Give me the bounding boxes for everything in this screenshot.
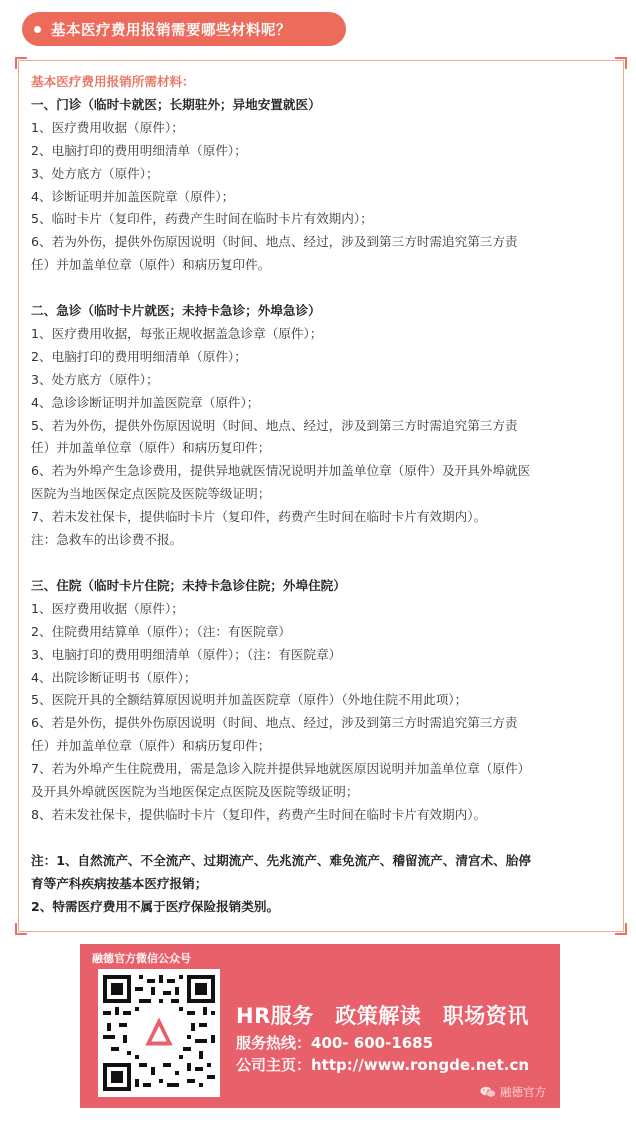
header-pill xyxy=(22,12,346,46)
bullet-dot-icon xyxy=(34,26,41,33)
corner-bracket-icon xyxy=(15,57,27,69)
page-title: 基本医疗费用报销需要哪些材料呢？ xyxy=(51,22,291,39)
list-item: 1、医疗费用收据（原件）； xyxy=(31,119,184,135)
list-item: 及开具外埠就医医院为当地医保定点医院及医院等级证明； xyxy=(31,784,359,800)
list-item: 2、电脑打印的费用明细清单（原件）； xyxy=(31,348,247,364)
promo-banner xyxy=(80,944,560,1108)
list-item: 3、处方底方（原件）； xyxy=(31,371,159,387)
section-heading-emergency: 二、急诊（临时卡片就医；未持卡急诊；外埠急诊） xyxy=(31,303,321,319)
corner-bracket-icon xyxy=(15,923,27,935)
website-text: 公司主页：http://www.rongde.net.cn xyxy=(236,1056,530,1074)
corner-bracket-icon xyxy=(615,57,627,69)
list-item: 5、若为外伤，提供外伤原因说明（时间、地点、经过，涉及到第三方时需追究第三方责 xyxy=(31,417,518,433)
list-item: 1、医疗费用收据，每张正规收据盖急诊章（原件）； xyxy=(31,325,323,341)
list-item: 6、若为外埠产生急诊费用，提供异地就医情况说明并加盖单位章（原件）及开具外埠就医 xyxy=(31,463,531,479)
list-item: 4、出院诊断证明书（原件）； xyxy=(31,669,197,685)
list-item: 4、急诊诊断证明并加盖医院章（原件）； xyxy=(31,394,260,410)
content-frame xyxy=(18,60,624,932)
banner-slogan: HR服务 政策解读 职场资讯 xyxy=(236,1004,529,1028)
list-item: 4、诊断证明并加盖医院章（原件）； xyxy=(31,188,235,204)
list-item: 6、若为外伤，提供外伤原因说明（时间、地点、经过，涉及到第三方时需追究第三方责 xyxy=(31,234,518,250)
list-item: 任）并加盖单位章（原件）和病历复印件； xyxy=(31,738,271,754)
note-line: 2、特需医疗费用不属于医疗保险报销类别。 xyxy=(31,898,280,914)
list-item: 任）并加盖单位章（原件）和病历复印件。 xyxy=(31,257,271,273)
qr-code-icon xyxy=(98,969,220,1097)
section-heading-outpatient: 一、门诊（临时卡就医；长期驻外；异地安置就医） xyxy=(31,96,321,112)
wechat-icon xyxy=(480,1086,496,1098)
list-item: 8、若未发社保卡，提供临时卡片（复印件，药费产生时间在临时卡片有效期内）。 xyxy=(31,806,487,822)
spacer xyxy=(31,277,613,300)
list-item: 2、住院费用结算单（原件）；（注：有医院章） xyxy=(31,623,291,639)
list-item: 医院为当地医保定点医院及医院等级证明； xyxy=(31,486,271,502)
content-body xyxy=(31,71,613,918)
note-line: 育等产科疾病按基本医疗报销； xyxy=(31,875,208,891)
list-item: 注：急救车的出诊费不报。 xyxy=(31,532,183,548)
list-item: 1、医疗费用收据（原件）； xyxy=(31,600,184,616)
intro-heading: 基本医疗费用报销所需材料： xyxy=(31,74,195,89)
list-item: 7、若未发社保卡，提供临时卡片（复印件，药费产生时间在临时卡片有效期内）。 xyxy=(31,509,487,525)
list-item: 5、医院开具的全额结算原因说明并加盖医院章（原件）（外地住院不用此项）； xyxy=(31,692,468,708)
spacer xyxy=(31,827,613,850)
wechat-account-name: 融德官方 xyxy=(500,1085,546,1099)
qr-caption: 融德官方微信公众号 xyxy=(92,952,191,965)
list-item: 6、若是外伤，提供外伤原因说明（时间、地点、经过，涉及到第三方时需追究第三方责 xyxy=(31,715,518,731)
section-heading-inpatient: 三、住院（临时卡片住院；未持卡急诊住院；外埠住院） xyxy=(31,577,346,593)
note-line: 注：1、自然流产、不全流产、过期流产、先兆流产、难免流产、稽留流产、清宫术、胎停 xyxy=(31,852,531,868)
wechat-watermark xyxy=(480,1084,546,1100)
list-item: 2、电脑打印的费用明细清单（原件）； xyxy=(31,142,247,158)
list-item: 任）并加盖单位章（原件）和病历复印件； xyxy=(31,440,271,456)
list-item: 3、电脑打印的费用明细清单（原件）；（注：有医院章） xyxy=(31,646,342,662)
list-item: 3、处方底方（原件）； xyxy=(31,165,159,181)
hotline-text: 服务热线：400- 600-1685 xyxy=(236,1034,434,1052)
list-item: 7、若为外埠产生住院费用，需是急诊入院并提供异地就医原因说明并加盖单位章（原件） xyxy=(31,761,531,777)
corner-bracket-icon xyxy=(615,923,627,935)
spacer xyxy=(31,552,613,575)
list-item: 5、临时卡片（复印件，药费产生时间在临时卡片有效期内）； xyxy=(31,211,373,227)
